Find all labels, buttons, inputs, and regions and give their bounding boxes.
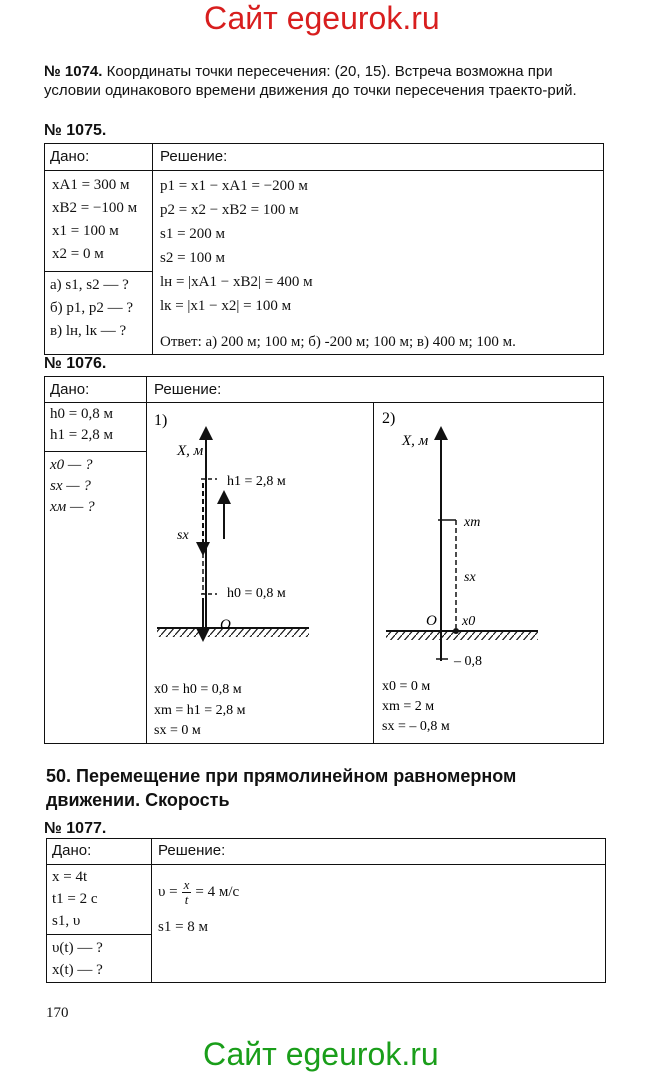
case1-diagram	[147, 403, 372, 743]
case1-origin: O	[220, 617, 231, 633]
p1075-find-list	[50, 274, 133, 343]
section-50-title: 50. Перемещение при прямолинейном равномерном движении. Скорость	[46, 766, 517, 810]
case2-result-2: xm = 2 м	[382, 699, 435, 714]
problem-1074-text: Координаты точки пересечения: (20, 15). Встреча возможна при условии одинакового времени движения до точки пересечения траекто-рий.	[44, 63, 577, 99]
p1075-sol-2: p2 = x2 − xB2 = 100 м	[160, 202, 299, 218]
p1075-given-2: xB2 = −100 м	[52, 200, 138, 216]
case1-label: 1)	[154, 412, 168, 429]
case2-x0: x0	[462, 614, 476, 629]
case1-result-3: sx = 0 м	[154, 723, 201, 738]
p1075-sol-1: p1 = x1 − xA1 = −200 м	[160, 178, 308, 194]
page-number: 170	[46, 1005, 69, 1021]
case1-axis-label: X, м	[177, 443, 204, 459]
p1075-given-header: Дано:	[50, 148, 90, 165]
p1076-find-2: sx — ?	[50, 478, 91, 494]
problem-1075-number: № 1075.	[44, 122, 107, 139]
p1075-solution-header: Решение:	[160, 148, 228, 165]
p1075-answer: Ответ: а) 200 м; 100 м; б) -200 м; 100 м; в) 400 м; 100 м.	[160, 334, 516, 350]
case2-minus: – 0,8	[454, 654, 482, 669]
p1075-given-1: xA1 = 300 м	[52, 177, 130, 193]
p1076-find-list	[50, 455, 95, 518]
p1076-given-2: h1 = 2,8 м	[50, 427, 113, 443]
case1-h0: h0 = 0,8 м	[227, 586, 286, 601]
p1076-find-3: xм — ?	[50, 499, 95, 515]
p1077-given-header: Дано:	[52, 842, 92, 859]
p1076-given-list	[50, 404, 113, 446]
case2-xm: xm	[464, 515, 481, 530]
case1-result-2: xm = h1 = 2,8 м	[154, 703, 246, 718]
site-banner-top: Сайт egeurok.ru	[204, 0, 440, 36]
p1077-formula-rhs: = 4 м/с	[195, 884, 240, 900]
p1077-given-2: t1 = 2 с	[52, 891, 98, 907]
site-banner-bottom: Сайт egeurok.ru	[203, 1036, 439, 1072]
p1077-fraction-den: t	[184, 892, 189, 907]
p1075-given-3: x1 = 100 м	[52, 223, 119, 239]
p1077-given-list	[52, 866, 98, 932]
p1077-given-3: s1, υ	[52, 913, 81, 929]
p1076-given-1: h0 = 0,8 м	[50, 406, 113, 422]
p1075-given-list	[52, 174, 137, 266]
problem-1076-number: № 1076.	[44, 355, 107, 372]
p1075-sol-3: s1 = 200 м	[160, 226, 226, 242]
p1076-solution-header: Решение:	[154, 381, 222, 398]
case2-sx: sx	[464, 570, 476, 585]
p1075-given-4: x2 = 0 м	[52, 246, 104, 262]
p1077-given-1: x = 4t	[52, 869, 88, 885]
p1077-fraction-num: x	[183, 877, 190, 892]
problem-1077-table	[46, 838, 606, 983]
p1077-fraction	[182, 878, 192, 907]
p1075-find-3: в) lн, lк — ?	[50, 323, 127, 339]
p1077-find-2: x(t) — ?	[52, 962, 103, 978]
case1-sx: sx	[177, 528, 189, 543]
case1-ground-hatch	[157, 629, 309, 637]
p1077-s1: s1 = 8 м	[158, 919, 209, 935]
case2-result-3: sx = – 0,8 м	[382, 719, 450, 734]
problem-1077-number: № 1077.	[44, 820, 107, 837]
case1-h1: h1 = 2,8 м	[227, 474, 286, 489]
case1-result-1: x0 = h0 = 0,8 м	[154, 682, 242, 697]
p1077-find-list	[52, 937, 103, 981]
p1076-given-header: Дано:	[50, 381, 90, 398]
p1075-find-1: а) s1, s2 — ?	[50, 277, 129, 293]
p1077-formula-lhs: υ =	[158, 884, 178, 900]
case2-axis-label: X, м	[402, 433, 429, 449]
p1075-find-2: б) p1, p2 — ?	[50, 300, 134, 316]
p1075-sol-6: lк = |x1 − x2| = 100 м	[160, 298, 292, 314]
p1077-find-1: υ(t) — ?	[52, 940, 103, 956]
case2-label: 2)	[382, 410, 396, 427]
problem-1074-number: № 1074.	[44, 63, 103, 80]
p1077-formula	[158, 878, 239, 907]
problem-1074	[44, 62, 609, 100]
p1075-sol-5: lн = |xA1 − xB2| = 400 м	[160, 274, 313, 290]
p1076-find-1: x0 — ?	[50, 457, 93, 473]
case2-diagram	[374, 403, 603, 743]
case2-ground-hatch	[386, 632, 538, 640]
p1075-solution-list	[160, 174, 313, 318]
p1077-solution-header: Решение:	[158, 842, 226, 859]
case2-result-1: x0 = 0 м	[382, 679, 431, 694]
case2-origin: O	[426, 613, 437, 629]
p1075-sol-4: s2 = 100 м	[160, 250, 226, 266]
